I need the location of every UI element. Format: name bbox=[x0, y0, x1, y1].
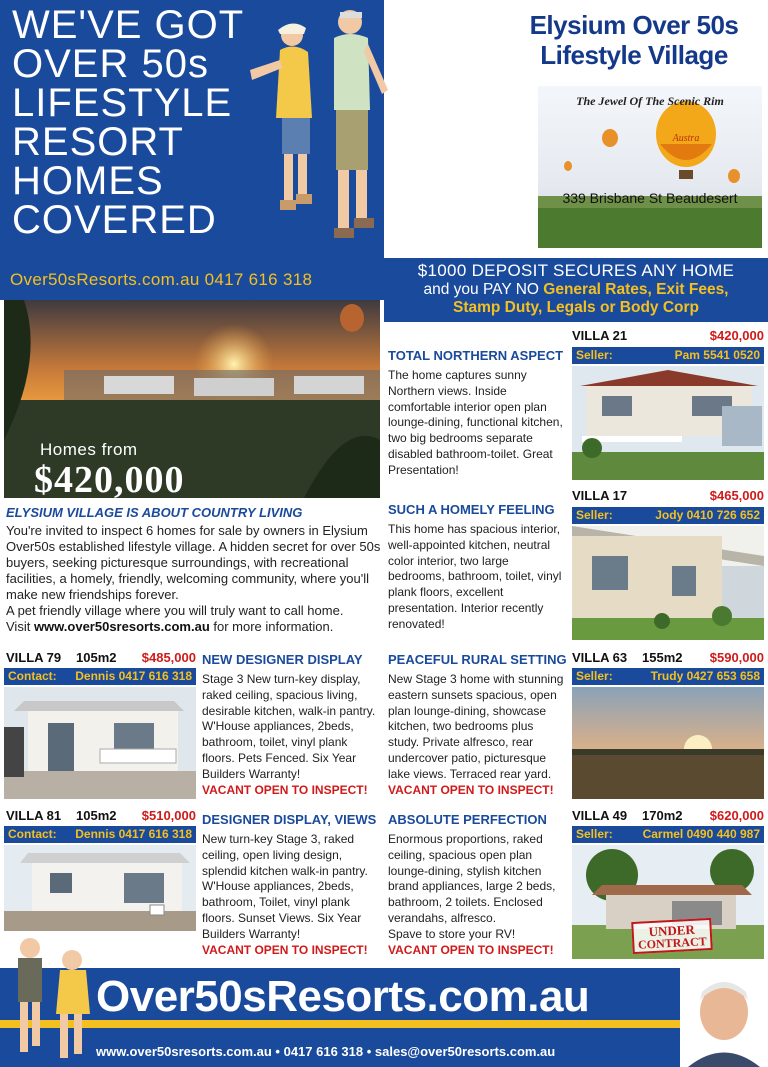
deposit-line-2 bbox=[384, 281, 768, 299]
villa-size: 155m2 bbox=[642, 650, 683, 665]
villa-21-header bbox=[572, 328, 764, 343]
villa-price: $485,000 bbox=[141, 650, 196, 665]
intro-visit-post: for more information. bbox=[209, 619, 334, 634]
seller-label: Seller: bbox=[576, 508, 613, 522]
seller-label: Seller: bbox=[576, 669, 613, 683]
villa-size: 105m2 bbox=[76, 808, 117, 823]
balloon-text: Austra bbox=[672, 133, 700, 144]
villa-21-description: The home captures sunny Northern views. Inside comfortable interior open plan lounge-dining, functional kitchen, two big bedrooms separate disabled bathroom-toilet. Great Presentation! bbox=[388, 368, 563, 477]
headline-line: RESORT bbox=[12, 120, 184, 164]
villa-63-title: PEACEFUL RURAL SETTING bbox=[388, 652, 567, 667]
villa-81-description bbox=[202, 832, 380, 958]
intro-visit-pre: Visit bbox=[6, 619, 34, 634]
seller-contact[interactable]: Trudy 0427 653 658 bbox=[650, 669, 760, 683]
stamp-line-1: UNDER bbox=[648, 921, 696, 940]
deposit-headline: $1000 DEPOSIT SECURES ANY HOME bbox=[417, 261, 735, 280]
villa-21-seller-bar bbox=[572, 347, 764, 364]
villa-17-header bbox=[572, 488, 764, 503]
villa-name: VILLA 81 bbox=[6, 808, 62, 823]
intro-title: ELYSIUM VILLAGE IS ABOUT COUNTRY LIVING bbox=[6, 505, 303, 520]
villa-price: $465,000 bbox=[709, 488, 764, 503]
vacant-inspect-label: VACANT OPEN TO INSPECT! bbox=[388, 782, 554, 797]
under-contract-stamp bbox=[631, 918, 713, 954]
seller-contact[interactable]: Dennis 0417 616 318 bbox=[75, 827, 192, 841]
intro-body bbox=[6, 523, 384, 635]
villa-81-header bbox=[6, 808, 196, 823]
villa-name: VILLA 17 bbox=[572, 488, 628, 503]
headline-line: OVER 50s bbox=[12, 42, 209, 86]
villa-21-title: TOTAL NORTHERN ASPECT bbox=[388, 348, 564, 363]
contact-label: Contact: bbox=[8, 669, 57, 683]
villa-size: 105m2 bbox=[76, 650, 117, 665]
villa-79-seller-bar bbox=[4, 668, 196, 685]
deposit-pay-no: PAY NO bbox=[482, 281, 544, 298]
villa-63-description bbox=[388, 672, 566, 798]
villa-81-photo bbox=[4, 845, 196, 931]
agent-portrait bbox=[680, 968, 768, 1067]
stamp-line-2: CONTRACT bbox=[637, 934, 708, 952]
villa-63-photo bbox=[572, 687, 764, 799]
villa-price: $590,000 bbox=[709, 650, 764, 665]
vacant-inspect-label: VACANT OPEN TO INSPECT! bbox=[202, 782, 368, 797]
balloon-landscape-photo bbox=[538, 86, 762, 248]
villa-name: VILLA 49 bbox=[572, 808, 628, 823]
villa-17-photo bbox=[572, 526, 764, 640]
villa-49-title: ABSOLUTE PERFECTION bbox=[388, 812, 547, 827]
villa-name: VILLA 79 bbox=[6, 650, 62, 665]
headline bbox=[12, 3, 272, 242]
seller-contact[interactable]: Carmel 0490 440 987 bbox=[642, 827, 760, 841]
villa-63-seller-bar bbox=[572, 668, 764, 685]
villa-price: $420,000 bbox=[709, 328, 764, 343]
village-address: 339 Brisbane St Beaudesert bbox=[562, 190, 738, 206]
villa-81-seller-bar bbox=[4, 826, 196, 843]
villa-63-body: New Stage 3 home with stunning eastern sunsets spacious, open plan lounge-dining, showcase kitchen, two bedrooms plus study. Private alfresco, rear undercover patio, picturesque lake views. Terraced rear yard. bbox=[388, 672, 564, 781]
seller-label: Seller: bbox=[576, 348, 613, 362]
headline-line: WE'VE GOT bbox=[12, 3, 245, 47]
footer-brand[interactable]: Over50sResorts.com.au bbox=[96, 972, 590, 1021]
villa-49-description bbox=[388, 832, 566, 958]
villa-17-description: This home has spacious interior, well-appointed kitchen, neutral color interior, two large bedrooms, bathroom, toilet, vinyl plank floors, excellent presentation. Interior recently renovated! bbox=[388, 522, 562, 631]
villa-49-rv-line: Spave to store your RV! bbox=[388, 926, 516, 941]
villa-21-photo bbox=[572, 366, 764, 480]
villa-49-header bbox=[572, 808, 764, 823]
villa-name: VILLA 63 bbox=[572, 650, 628, 665]
seller-contact[interactable]: Jody 0410 726 652 bbox=[655, 508, 760, 522]
villa-17-seller-bar bbox=[572, 507, 764, 524]
header-contact[interactable]: Over50sResorts.com.au 0417 616 318 bbox=[10, 270, 313, 289]
brand-line-2: Lifestyle Village bbox=[540, 40, 728, 70]
footer-contact-line[interactable]: www.over50sresorts.com.au • 0417 616 318 • sales@over50resorts.com.au bbox=[96, 1044, 556, 1059]
villa-17-title: SUCH A HOMELY FEELING bbox=[388, 502, 555, 517]
headline-line: COVERED bbox=[12, 198, 217, 242]
headline-line: LIFESTYLE bbox=[12, 81, 233, 125]
villa-81-body: New turn-key Stage 3, raked ceiling, open living design, splendid kitchen walk-in pantry. W'House appliances, 2beds, bathroom, Toilet, vinyl plank floors. Sunset Views. Six Year Builders Warranty! bbox=[202, 832, 368, 941]
vacant-inspect-label: VACANT OPEN TO INSPECT! bbox=[202, 942, 368, 957]
villa-79-title: NEW DESIGNER DISPLAY bbox=[202, 652, 363, 667]
seller-contact[interactable]: Pam 5541 0520 bbox=[674, 348, 760, 362]
contact-label: Contact: bbox=[8, 827, 57, 841]
villa-49-seller-bar bbox=[572, 826, 764, 843]
villa-63-header bbox=[572, 650, 764, 665]
villa-79-header bbox=[6, 650, 196, 665]
seller-label: Seller: bbox=[576, 827, 613, 841]
intro-website-link[interactable]: www.over50sresorts.com.au bbox=[33, 619, 210, 634]
vacant-inspect-label: VACANT OPEN TO INSPECT! bbox=[388, 942, 554, 957]
villa-81-title: DESIGNER DISPLAY, VIEWS bbox=[202, 812, 377, 827]
starting-price: $420,000 bbox=[34, 459, 185, 501]
villa-79-photo bbox=[4, 687, 196, 799]
brand-line-1: Elysium Over 50s bbox=[529, 10, 739, 40]
jumping-couple-photo bbox=[250, 0, 390, 270]
footer-couple-photo bbox=[0, 930, 110, 1067]
intro-pet-line: A pet friendly village where you will truly want to call home. bbox=[6, 603, 344, 618]
deposit-banner bbox=[384, 258, 768, 322]
villa-79-body: Stage 3 New turn-key display, raked ceiling, spacious living, desirable kitchen, walk-in pantry. W'House appliances, 2beds, bathroom, toilet, vinyl plank floors. Pets Fenced. Six Year Builders Warranty! bbox=[202, 672, 376, 781]
village-tagline: The Jewel Of The Scenic Rim bbox=[576, 94, 724, 108]
seller-contact[interactable]: Dennis 0417 616 318 bbox=[75, 669, 192, 683]
villa-price: $510,000 bbox=[141, 808, 196, 823]
village-brand bbox=[500, 10, 768, 70]
villa-name: VILLA 21 bbox=[572, 328, 628, 343]
villa-79-description bbox=[202, 672, 380, 798]
deposit-line-3: Stamp Duty, Legals or Body Corp bbox=[452, 299, 700, 316]
intro-paragraph: You're invited to inspect 6 homes for sale by owners in Elysium Over50s established lifestyle village. A hidden secret for over 50s buyers, seeking picturesque surroundings, with recreational facilities, a homely, friendly, welcoming community, where you'll make new friendships forever. bbox=[6, 523, 381, 602]
villa-49-body: Enormous proportions, raked ceiling, spacious open plan lounge-dining, stylish kitchen brand appliances, large 2 beds, bathroom, 2 toilets. Enclosed verandahs, alfresco. bbox=[388, 832, 556, 925]
villa-price: $620,000 bbox=[709, 808, 764, 823]
homes-from-label: Homes from bbox=[40, 440, 138, 459]
deposit-and-you: and you bbox=[423, 281, 483, 298]
villa-size: 170m2 bbox=[642, 808, 683, 823]
deposit-fees: General Rates, Exit Fees, bbox=[543, 281, 729, 298]
headline-line: HOMES bbox=[12, 159, 164, 203]
